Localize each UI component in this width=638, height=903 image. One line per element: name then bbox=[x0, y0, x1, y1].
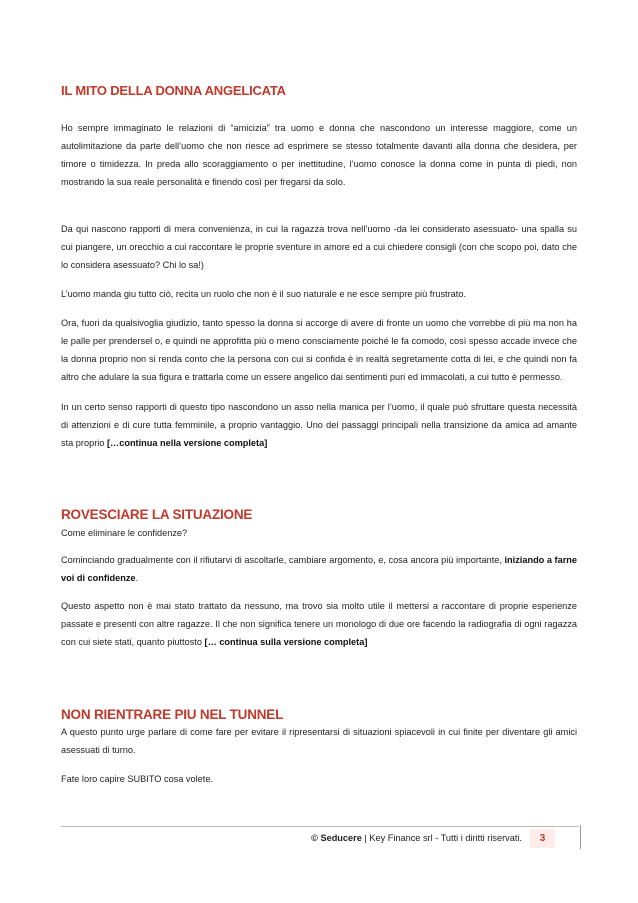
paragraph-text: Ora, fuori da qualsivoglia giudizio, tanto spesso la donna si accorge di avere di fronte un uomo che vorrebbe di più ma non ha le palle per prendersel o, e quindi ne approfitta più o meno consciamente poiché le fa comodo, così spesso accade invece che la donna proprio non si renda conto che la persona con cui si confida è in realtà segretamente cotta di lei, e che quindi non fa altro che adulare la sua figura e trattarla come un essere angelico dai sentimenti puri ed immacolati, a cui tutto è permesso. bbox=[61, 318, 577, 383]
paragraph-text: Come eliminare le confidenze? bbox=[61, 528, 188, 538]
footer-text: | Key Finance srl - Tutti i diritti riservati. bbox=[361, 833, 522, 843]
paragraph-text: Da qui nascono rapporti di mera convenienza, in cui la ragazza trova nell’uomo -da lei considerato asessuato- una spalla su cui piangere, un orecchio a cui raccontare le proprie sventure in amore ed a cui chiedere consigli (con che scopo poi, dato che lo considera asessuato? Chi lo sa!) bbox=[61, 224, 577, 271]
footer-brand: © Seducere bbox=[311, 833, 362, 843]
paragraph-text: . bbox=[135, 573, 139, 584]
footer-divider bbox=[61, 826, 579, 827]
paragraph bbox=[61, 524, 577, 542]
paragraph-text: Fate loro capire SUBITO cosa volete. bbox=[61, 774, 214, 784]
paragraph bbox=[61, 723, 577, 759]
emphasis-text: iniziando a farne voi di confidenze bbox=[61, 555, 578, 584]
continue-reading-link: [… continua sulla versione completa] bbox=[204, 637, 368, 648]
continue-reading-link: […continua nella versione completa] bbox=[106, 438, 268, 449]
paragraph bbox=[61, 119, 577, 191]
section-title-mito: IL MITO DELLA DONNA ANGELICATA bbox=[61, 83, 286, 98]
paragraph-text: In un certo senso rapporti di questo tipo nascondono un asso nella manica per l’uomo, il quale può sfruttare questa necessità di attenzioni e di cure tutta femminile, a proprio vantaggio. Uno dei passaggi principali nella transizione da amica ad amante sta proprio bbox=[61, 402, 577, 449]
section-title-non-rientrare: NON RIENTRARE PIU NEL TUNNEL bbox=[61, 707, 284, 722]
paragraph bbox=[61, 285, 577, 303]
paragraph-text: Cominciando gradualmente con il rifiutarvi di ascoltarle, cambiare argomento, e, cosa ancora più importante, bbox=[61, 555, 505, 565]
paragraph bbox=[61, 770, 577, 788]
paragraph-text: Ho sempre immaginato le relazioni di “amicizia” tra uomo e donna che nascondono un interesse maggiore, come un autolimitazione da parte dell’uomo che non riesce ad esprimere se stesso totalmente davanti alla donna che desidera, per timore o timidezza. In preda allo scoraggiamento o per inettitudine, l’uomo conosce la donna come in punta di piedi, non mostrando la sua reale personalità e finendo così per fregarsi da solo. bbox=[61, 123, 577, 188]
page-number-divider bbox=[580, 825, 581, 849]
paragraph-text: Questo aspetto non è mai stato trattato da nessuno, ma trovo sia molto utile il mettersi a raccontare di proprie esperienze passate e presenti con altre ragazze. Il che non significa tenere un monologo di due ore facendo la radiografia di ogni ragazza con cui siete stati, quanto piuttosto bbox=[61, 601, 577, 648]
footer-copyright bbox=[311, 833, 522, 843]
page-number: 3 bbox=[530, 829, 555, 848]
paragraph bbox=[61, 398, 577, 452]
paragraph-text: L’uomo manda giu tutto ciò, recita un ruolo che non è il suo naturale e ne esce sempre più frustrato. bbox=[61, 289, 466, 299]
paragraph bbox=[61, 551, 577, 587]
paragraph bbox=[61, 314, 577, 386]
section-title-rovesciare: ROVESCIARE LA SITUAZIONE bbox=[61, 507, 253, 522]
paragraph-text: A questo punto urge parlare di come fare per evitare il ripresentarsi di situazioni spiacevoli in cui finite per diventare gli amici asessuati di turno. bbox=[61, 727, 577, 756]
paragraph bbox=[61, 220, 577, 274]
paragraph bbox=[61, 597, 577, 651]
